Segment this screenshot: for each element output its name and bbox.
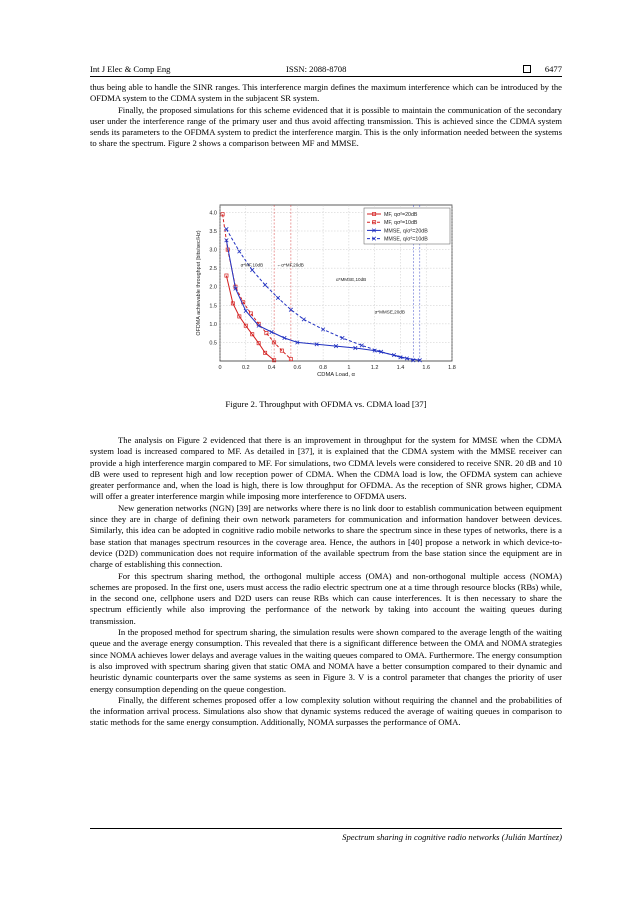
paragraph: Finally, the different schemes proposed offer a low complexity solution without requiring the channel and the probabilities of the information arrival process. Simulations also show that dynamic systems reduced the average of waiting queues in comparison to static methods for the same energy consumption. Additionally, NOMA surpasses the performance of OMA. <box>90 694 562 728</box>
paragraph: The analysis on Figure 2 evidenced that there is an improvement in throughput for the system for MMSE when the CDMA system load is increased compared to MF. As detailed in [37], it is explained that the CDMA system with the MMSE receiver can provide a high interference margin compared to MF. For simulations, two CDMA levels were considered to receive SNR. 20 dB and 10 dB were used to represent high and low reception power of CDMA. When the CDMA load is low, the OFDMA system can achieve greater performance and, when the load is high, there is low throughput for OFDMA. As the reception of SNR grows higher, CDMA will offer a greater interference margin while imposing more interference to OFDMA users. <box>90 435 562 502</box>
annotation-label: α*MF,10dB <box>240 262 264 268</box>
legend-label: MMSE, q/σ²=20dB <box>384 228 428 235</box>
page-number-group <box>523 64 562 74</box>
y-tick-label: 3.5 <box>209 229 217 235</box>
y-tick-label: 1.0 <box>209 321 217 328</box>
legend-label: MF, qσ²=20dB <box>384 212 418 218</box>
x-tick-label: 1.6 <box>422 365 431 371</box>
page-number: 6477 <box>544 64 562 74</box>
x-axis-label: CDMA Load, α <box>317 372 355 378</box>
x-tick-label: 1 <box>347 365 351 371</box>
x-tick-label: 0 <box>218 365 222 371</box>
text-block-bottom <box>90 435 562 729</box>
x-tick-label: 0.8 <box>319 365 327 371</box>
x-tick-label: 1.8 <box>448 365 456 371</box>
figure-2 <box>178 197 468 385</box>
y-tick-label: 0.5 <box>209 340 217 347</box>
legend-label: MMSE, q/σ²=10dB <box>384 236 428 243</box>
paragraph: For this spectrum sharing method, the orthogonal multiple access (OMA) and non-orthogonal multiple access (NOMA) schemes are proposed. In the first one, users must access the radio electric spectrum one at a time through resource blocks (RBs) while, in the second one, cellphone users and D2D users can reuse RBs which can cause interferences. It is then necessary to share the spectrum efficiently while also improving the performance of the network by taking into account the waiting queues during transmission. <box>90 570 562 626</box>
journal-name: Int J Elec & Comp Eng <box>90 64 171 74</box>
x-tick-label: 1.2 <box>370 365 379 371</box>
paragraph: Finally, the proposed simulations for this scheme evidenced that it is possible to maintain the communication of the secondary user under the interference range of the primary user and thus avoid affecting transmission. This is achieved since the CDMA system sends its parameters to the OFDMA system to predict the interference margin. This is the only information needed between the systems to share the spectrum. Figure 2 shows a comparison between MF and MMSE. <box>90 104 562 149</box>
annotation-label: ←α*MF,20dB <box>276 262 304 268</box>
y-tick-label: 4.0 <box>209 210 217 217</box>
y-tick-label: 2.0 <box>209 284 217 291</box>
annotation-label: α*MMSE,20dB <box>374 309 405 315</box>
throughput-chart <box>178 197 468 385</box>
x-tick-label: 1.4 <box>396 365 405 371</box>
paragraph: In the proposed method for spectrum sharing, the simulation results were shown compared to the average length of the waiting queue and the average energy consumption. This revealed that there is a significant difference between the OMA and NOMA strategies since NOMA achieves lower delays and average values in the waiting queues compared to OMA. Furthermore. The energy consumption is also improved with spectrum sharing given that static OMA and NOMA have a better consumption compared to their dynamic and heuristic dynamic counterparts over the same systems as seen in Figure 3. V is a control parameter that changes the priority of user energy consumption depending on the queue congestion. <box>90 627 562 694</box>
paragraph: New generation networks (NGN) [39] are networks where there is no link door to establish communication between equipment since they are in charge of defining their own network parameters for communication and information handover between devices. Similarly, this idea can be adopted in cognitive radio mobile networks to share the spectrum since in these types of networks, there is a base station that manages spectrum resources in the coverage area. Hence, the authors in [40] propose a network in which device-to-device (D2D) communication does not require information of the available spectrum from the base station since the equipment are in charge of establishing this connection. <box>90 502 562 570</box>
checkbox-square-icon <box>523 65 531 73</box>
y-axis-label: OFDMA achievable throughput (bits/sec/Hz) <box>196 230 202 336</box>
y-tick-label: 3.0 <box>209 247 217 254</box>
figure-caption: Figure 2. Throughput with OFDMA vs. CDMA load [37] <box>225 399 427 409</box>
y-tick-label: 2.5 <box>209 266 217 273</box>
paragraph: thus being able to handle the SINR ranges. This interference margin defines the maximum interference which can be introduced by the OFDMA system to the CDMA system in the subjacent SR system. <box>90 82 562 104</box>
y-tick-label: 1.5 <box>209 303 217 310</box>
x-tick-label: 0.6 <box>293 365 302 371</box>
legend-label: MF, qσ²=10dB <box>384 220 418 227</box>
page-header <box>90 62 562 77</box>
running-title: Spectrum sharing in cognitive radio networks (Julián Martínez) <box>342 832 562 842</box>
x-tick-label: 0.2 <box>241 365 250 371</box>
issn: ISSN: 2088-8708 <box>286 64 347 74</box>
annotation-label: α*MMSE,10dB <box>336 277 367 283</box>
text-block-top <box>90 82 562 150</box>
page-footer <box>90 828 562 843</box>
x-tick-label: 0.4 <box>267 365 276 371</box>
